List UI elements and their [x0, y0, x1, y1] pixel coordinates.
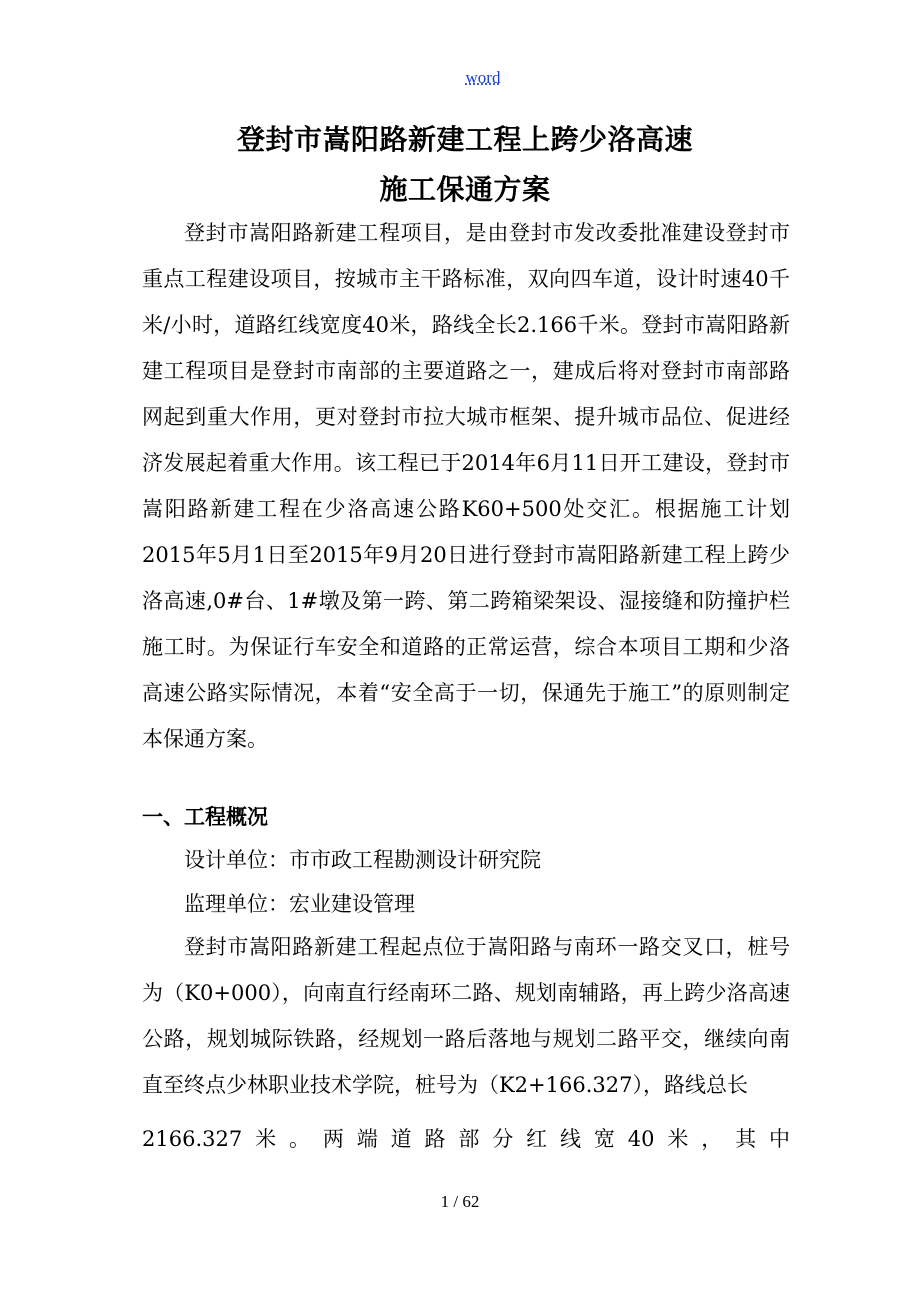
- document-title-line-1: 登封市嵩阳路新建工程上跨少洛高速: [236, 123, 693, 156]
- last-line-word: 其: [735, 1127, 757, 1151]
- last-line-word: 40: [627, 1127, 655, 1151]
- last-line-word: 两: [322, 1127, 344, 1151]
- intro-paragraph: [142, 210, 790, 762]
- supervision-unit-line: 监理单位：宏业建设管理: [184, 892, 415, 916]
- project-overview-paragraph-last-line: [142, 1116, 790, 1162]
- last-line-word: 宽: [593, 1127, 615, 1151]
- last-line-word: 分: [492, 1127, 514, 1151]
- last-line-word: 线: [559, 1127, 581, 1151]
- last-line-word: 2166.327: [142, 1127, 243, 1151]
- document-title-line-2: 施工保通方案: [379, 173, 551, 206]
- last-line-word: 米: [255, 1127, 277, 1151]
- last-line-word: 红: [526, 1127, 548, 1151]
- last-line-word: 米: [667, 1127, 689, 1151]
- last-line-word: 。: [288, 1127, 310, 1151]
- header-word-link[interactable]: word: [465, 68, 501, 87]
- design-unit-line: 设计单位：市市政工程勘测设计研究院: [184, 848, 541, 872]
- last-line-word: 中: [768, 1127, 790, 1151]
- last-line-word: 部: [458, 1127, 480, 1151]
- intro-paragraph-text: 登封市嵩阳路新建工程项目，是由登封市发改委批准建设登封市重点工程建设项目，按城市主干路标准，双向四车道，设计时速40千米/小时，道路红线宽度40米，路线全长2.166千米。登封市嵩阳路新建工程项目是登封市南部的主要道路之一，建成后将对登封市南部路网起到重大作用，更对登封市拉大城市框架、提升城市品位、促进经济发展起着重大作用。该工程已于2014年6月11日开工建设，登封市嵩阳路新建工程在少洛高速公路K60+500处交汇。根据施工计划2015年5月1日至2015年9月20日进行登封市嵩阳路新建工程上跨少洛高速,0#台、1#墩及第一跨、第二跨箱梁架设、湿接缝和防撞护栏施工时。为保证行车安全和道路的正常运营，综合本项目工期和少洛高速公路实际情况，本着“安全高于一切，保通先于施工”的原则制定本保通方案。: [142, 221, 790, 751]
- project-overview-paragraph-text: 登封市嵩阳路新建工程起点位于嵩阳路与南环一路交叉口，桩号为（K0+000），向南直行经南环二路、规划南辅路，再上跨少洛高速公路，规划城际铁路，经规划一路后落地与规划二路平交，继续向南直至终点少林职业技术学院，桩号为（K2+166.327），路线总长: [142, 935, 790, 1097]
- last-line-word: 道: [390, 1127, 412, 1151]
- page-number: 1 / 62: [440, 1192, 480, 1211]
- last-line-word: 端: [356, 1127, 378, 1151]
- project-overview-paragraph: [142, 924, 790, 1108]
- last-line-word: ，: [701, 1127, 723, 1151]
- last-line-word: 路: [424, 1127, 446, 1151]
- section-heading-project-overview: 一、工程概况: [142, 805, 268, 829]
